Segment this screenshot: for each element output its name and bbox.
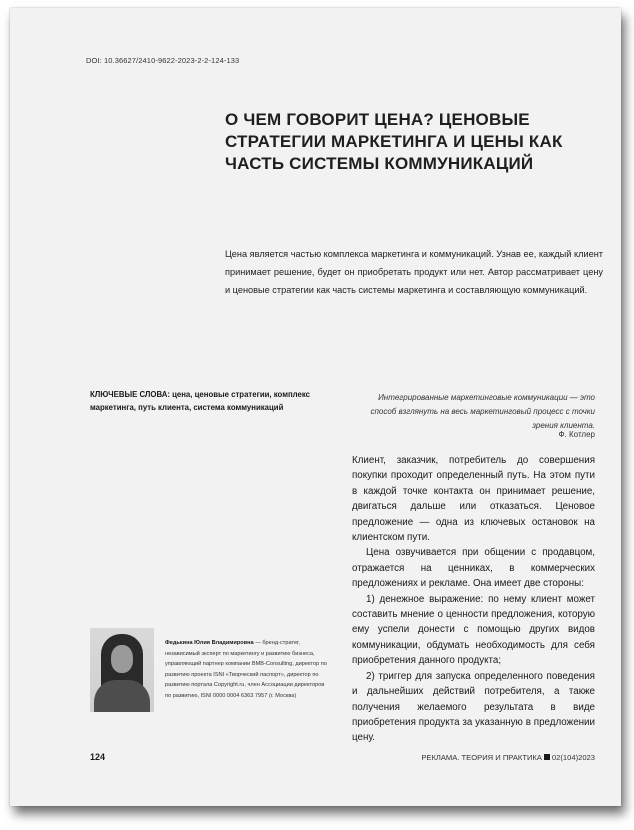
body-paragraph: 2) триггер для запуска определенного поведения и дальнейших действий потребителя, а также получения желаемого результата в виде приобретения продукта за указанную в предложении цену.	[352, 670, 595, 744]
keywords-block	[90, 388, 328, 414]
journal-page	[10, 8, 621, 806]
epigraph-quote: Интегрированные маркетинговые коммуникации — это способ взглянуть на весь маркетинговый процесс с точки зрения клиента.	[370, 393, 595, 430]
author-info	[165, 638, 328, 701]
journal-footer	[415, 753, 595, 762]
body-paragraph: 1) денежное выражение: по нему клиент может составить мнение о ценности предложения, которую ему успели донести с помощью других видов коммуникации, обдумать необходимость для себя приобретения данного продукта;	[352, 593, 595, 667]
keywords-values: цена, ценовые стратегии, комплекс маркетинга, путь клиента, система коммуникаций	[90, 390, 310, 412]
author-bio: — бренд-стратег, независимый эксперт по маркетингу и развитию бизнеса, управляющий партнер компании BMB-Consulting, директор по развитию проекта ISNI «Творческий паспорт», директор по развитию портала Copyright.ru, член Ассоциации директоров по развитию, ISNI 0000 0004 6363 7957 (г. Москва)	[165, 640, 327, 699]
author-name: Федькина Юлия Владимировна	[165, 640, 254, 646]
author-photo	[90, 628, 154, 712]
square-separator-icon	[544, 754, 550, 760]
body-paragraph: Цена озвучивается при общении с продавцом, отражается на ценниках, в коммерческих предложениях и рекламе. Она имеет две стороны:	[352, 547, 595, 590]
page-number: 124	[90, 752, 106, 762]
article-abstract: Цена является частью комплекса маркетинга и коммуникаций. Узнав ее, каждый клиент принимает решение, будет он приобретать продукт или нет. Автор рассматривает цену и ценовые стратегии как часть системы маркетинга и составляющую коммуникаций.	[225, 249, 603, 295]
doi-line: DOI: 10.36627/2410-9622-2023-2-2-124-133	[86, 56, 240, 65]
photo-face	[111, 645, 133, 673]
epigraph-author: Ф. Котлер	[558, 430, 595, 439]
body-paragraph: Клиент, заказчик, потребитель до совершения покупки проходит определенный путь. На этом пути в каждой точке контакта он принимает решение, двигаться дальше или отказаться. Ценовое предложение — одна из ключевых остановок на клиентском пути.	[352, 455, 595, 544]
article-body	[352, 453, 595, 746]
article-title: О ЧЕМ ГОВОРИТ ЦЕНА? ЦЕНОВЫЕ СТРАТЕГИИ МАРКЕТИНГА И ЦЕНЫ КАК ЧАСТЬ СИСТЕМЫ КОММУНИКАЦИЙ	[225, 110, 563, 173]
journal-issue: 02(104)2023	[551, 753, 595, 762]
keywords-label: КЛЮЧЕВЫЕ СЛОВА:	[90, 390, 170, 399]
photo-body	[94, 680, 150, 712]
journal-name: РЕКЛАМА. ТЕОРИЯ И ПРАКТИКА	[421, 753, 542, 762]
